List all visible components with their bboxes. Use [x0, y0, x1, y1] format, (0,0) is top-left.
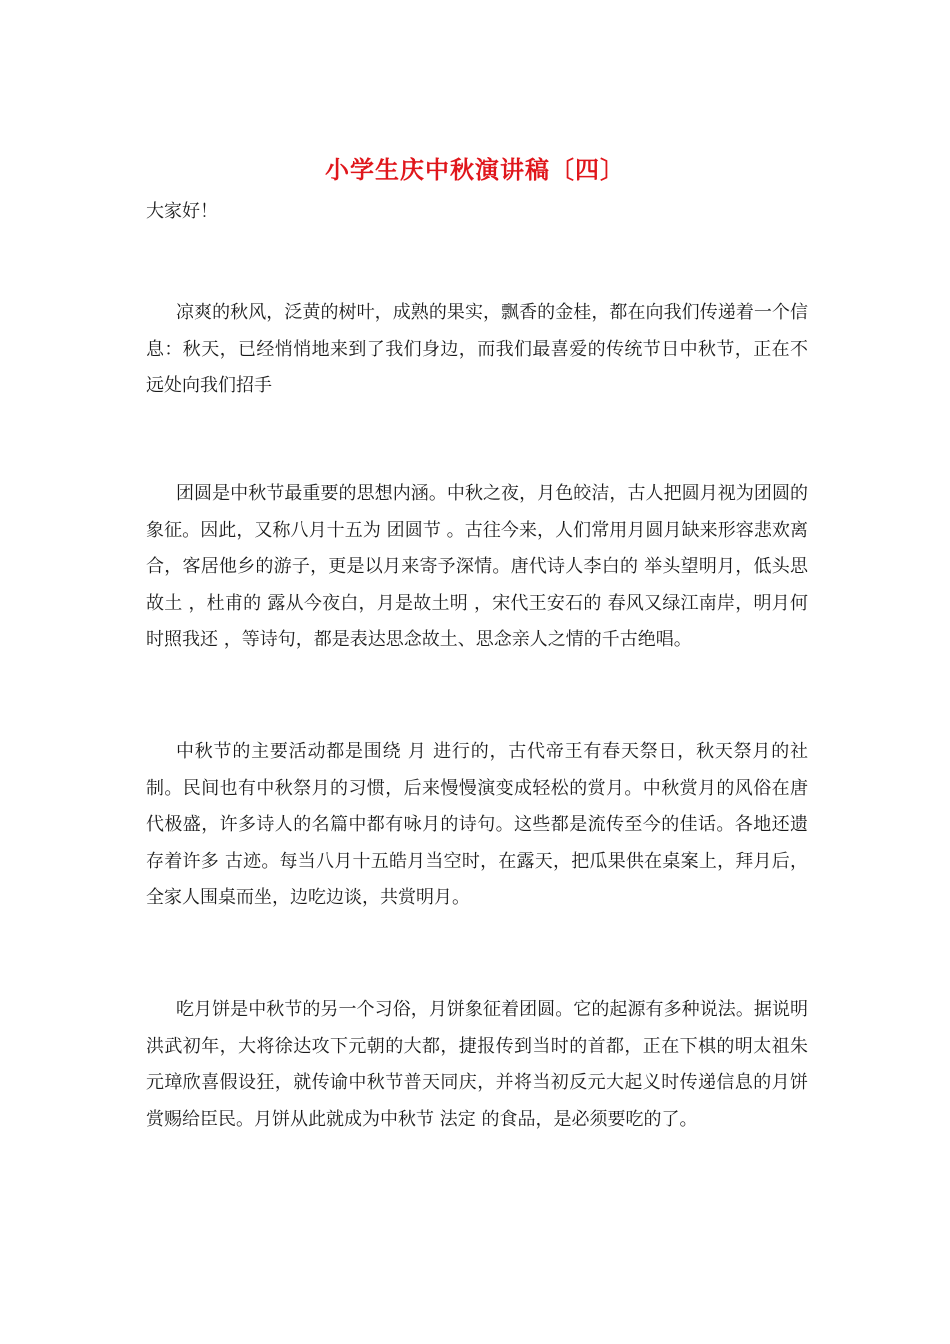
paragraph-1: 凉爽的秋风，泛黄的树叶，成熟的果实，飘香的金桂，都在向我们传递着一个信息：秋天，已经悄悄地来到了我们身边，而我们最喜爱的传统节日中秋节，正在不远处向我们招手: [146, 302, 808, 397]
greeting-text: 大家好！: [146, 201, 218, 222]
page-title: 小学生庆中秋演讲稿〔四〕: [325, 155, 625, 184]
paragraph-3: 中秋节的主要活动都是围绕 月 进行的，古代帝王有春天祭日，秋天祭月的社制。民间也有中秋祭月的习惯，后来慢慢演变成轻松的赏月。中秋赏月的风俗在唐代极盛，许多诗人的名篇中都有咏月的诗句。这些都是流传至今的佳话。各地还遗存着许多 古迹。每当八月十五皓月当空时，在露天，把瓜果供在桌案上，拜月后，全家人围桌而坐，边吃边谈，共赏明月。: [146, 741, 808, 909]
paragraph-2: 团圆是中秋节最重要的思想内涵。中秋之夜，月色皎洁，古人把圆月视为团圆的象征。因此，又称八月十五为 团圆节 。古往今来，人们常用月圆月缺来形容悲欢离合，客居他乡的游子，更是以月来寄予深情。唐代诗人李白的 举头望明月，低头思故土 ，杜甫的 露从今夜白，月是故土明 ，宋代王安石的 春风又绿江南岸，明月何时照我还 ，等诗句，都是表达思念故土、思念亲人之情的千古绝唱。: [146, 483, 808, 651]
paragraph-4: 吃月饼是中秋节的另一个习俗，月饼象征着团圆。它的起源有多种说法。据说明洪武初年，大将徐达攻下元朝的大都，捷报传到当时的首都，正在下棋的明太祖朱元璋欣喜假设狂，就传谕中秋节普天同庆，并将当初反元大起义时传递信息的月饼赏赐给臣民。月饼从此就成为中秋节 法定 的食品，是必须要吃的了。: [146, 999, 808, 1130]
